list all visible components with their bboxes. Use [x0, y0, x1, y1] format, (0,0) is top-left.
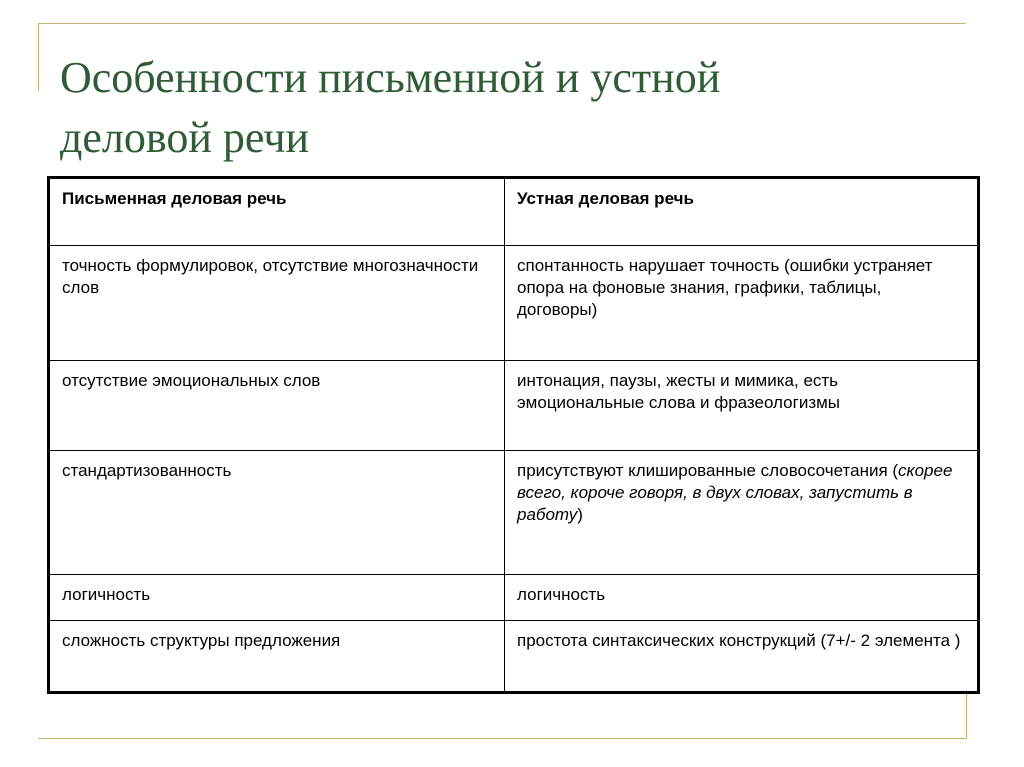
cell-written: стандартизованность [49, 451, 505, 575]
cell-written: сложность структуры предложения [49, 621, 505, 693]
slide-title-line-2: деловой речи [60, 113, 310, 162]
cell-oral: простота синтаксических конструкций (7+/- 2 элемента ) [505, 621, 979, 693]
table-row [49, 621, 979, 693]
slide-title [60, 48, 960, 168]
frame-left-line [38, 23, 39, 91]
table-header-row [49, 178, 979, 246]
frame-right-line [966, 690, 967, 739]
slide-title-line-1: Особенности письменной и устной [60, 53, 721, 102]
table-row [49, 361, 979, 451]
cell-oral-examples: скорее всего, короче говоря, в двух словах, запустить в работу [517, 461, 953, 524]
cell-written: отсутствие эмоциональных слов [49, 361, 505, 451]
cell-oral: интонация, паузы, жесты и мимика, есть эмоциональные слова и фразеологизмы [505, 361, 979, 451]
comparison-table [47, 176, 980, 694]
table-row [49, 246, 979, 361]
cell-oral-prefix: присутствуют клишированные словосочетания ( [517, 461, 899, 480]
cell-written: точность формулировок, отсутствие многозначности слов [49, 246, 505, 361]
table-row [49, 451, 979, 575]
table-row [49, 575, 979, 621]
cell-oral-suffix: ) [577, 505, 583, 524]
cell-oral: спонтанность нарушает точность (ошибки устраняет опора на фоновые знания, графики, таблицы, договоры) [505, 246, 979, 361]
cell-oral: логичность [505, 575, 979, 621]
header-written: Письменная деловая речь [49, 178, 505, 246]
cell-oral [505, 451, 979, 575]
frame-top-line [38, 23, 966, 24]
cell-written: логичность [49, 575, 505, 621]
frame-bottom-line [38, 738, 966, 739]
header-oral: Устная деловая речь [505, 178, 979, 246]
